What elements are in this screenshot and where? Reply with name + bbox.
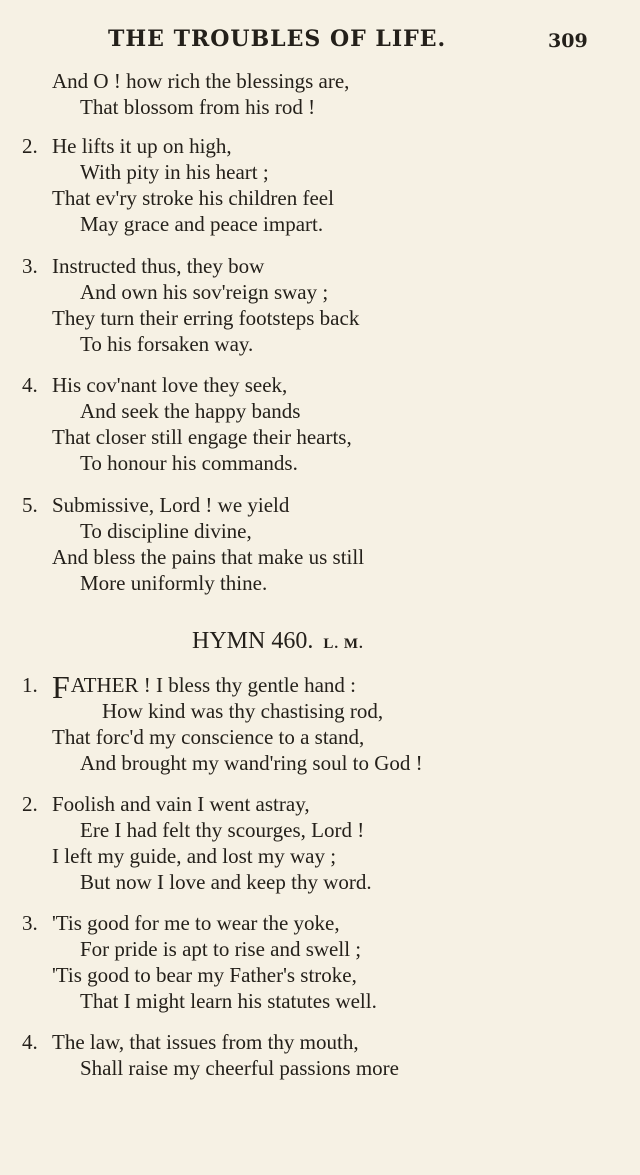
verse-line: ATHER ! I bless thy gentle hand : bbox=[70, 673, 356, 697]
verse-line: To honour his commands. bbox=[80, 451, 298, 475]
verse-line: Ere I had felt thy scourges, Lord ! bbox=[80, 818, 365, 842]
verse-number: 1. bbox=[22, 673, 38, 697]
verse-line: That closer still engage their hearts, bbox=[52, 425, 352, 449]
verse-line: But now I love and keep thy word. bbox=[80, 870, 372, 894]
verse-number: 2. bbox=[22, 134, 38, 158]
verse-number: 4. bbox=[22, 373, 38, 397]
verse-number: 2. bbox=[22, 792, 38, 816]
verse-line: To his forsaken way. bbox=[80, 332, 254, 356]
verse-1-first-line bbox=[22, 669, 356, 705]
verse-line: That forc'd my conscience to a stand, bbox=[52, 725, 365, 749]
verse-line: That ev'ry stroke his children feel bbox=[52, 186, 334, 210]
verse-line: May grace and peace impart. bbox=[80, 212, 324, 236]
verse-line: That blossom from his rod ! bbox=[80, 95, 316, 119]
verse-line: 'Tis good for me to wear the yoke, bbox=[52, 911, 340, 935]
verse-4-first-line bbox=[22, 1029, 359, 1055]
hymn-title bbox=[192, 628, 364, 655]
verse-3-first-line bbox=[22, 253, 264, 279]
verse-line: He lifts it up on high, bbox=[52, 134, 232, 158]
verse-line: The law, that issues from thy mouth, bbox=[52, 1030, 359, 1054]
verse-line: I left my guide, and lost my way ; bbox=[52, 844, 337, 868]
verse-line: How kind was thy chastising rod, bbox=[102, 699, 384, 723]
verse-line: And brought my wand'ring soul to God ! bbox=[80, 751, 423, 775]
verse-4-first-line bbox=[22, 372, 287, 398]
verse-line: Instructed thus, they bow bbox=[52, 254, 265, 278]
verse-line: And O ! how rich the blessings are, bbox=[52, 69, 350, 93]
drop-cap: F bbox=[52, 669, 70, 705]
verse-number: 5. bbox=[22, 493, 38, 517]
running-head: THE TROUBLES OF LIFE. bbox=[108, 26, 447, 52]
verse-line: Foolish and vain I went astray, bbox=[52, 792, 310, 816]
verse-line: To discipline divine, bbox=[80, 519, 252, 543]
verse-number: 4. bbox=[22, 1030, 38, 1054]
page-header bbox=[0, 26, 640, 56]
verse-line: And bless the pains that make us still bbox=[52, 545, 365, 569]
verse-line: More uniformly thine. bbox=[80, 571, 268, 595]
verse-2-first-line bbox=[22, 791, 310, 817]
hymn-number: HYMN 460. bbox=[192, 628, 314, 654]
hymn-meter: L. M. bbox=[323, 636, 364, 652]
verse-line: That I might learn his statutes well. bbox=[80, 989, 377, 1013]
verse-line: For pride is apt to rise and swell ; bbox=[80, 937, 362, 961]
verse-line: Shall raise my cheerful passions more bbox=[80, 1056, 399, 1080]
verse-line: And seek the happy bands bbox=[80, 399, 301, 423]
verse-line: His cov'nant love they seek, bbox=[52, 373, 288, 397]
verse-3-first-line bbox=[22, 910, 340, 936]
verse-line: With pity in his heart ; bbox=[80, 160, 269, 184]
verse-2-first-line bbox=[22, 133, 232, 159]
verse-number: 3. bbox=[22, 254, 38, 278]
verse-number: 3. bbox=[22, 911, 38, 935]
verse-line: Submissive, Lord ! we yield bbox=[52, 493, 290, 517]
page-number: 309 bbox=[548, 30, 588, 52]
verse-line: They turn their erring footsteps back bbox=[52, 306, 360, 330]
verse-line: And own his sov'reign sway ; bbox=[80, 280, 329, 304]
verse-5-first-line bbox=[22, 492, 289, 518]
verse-line: 'Tis good to bear my Father's stroke, bbox=[52, 963, 357, 987]
